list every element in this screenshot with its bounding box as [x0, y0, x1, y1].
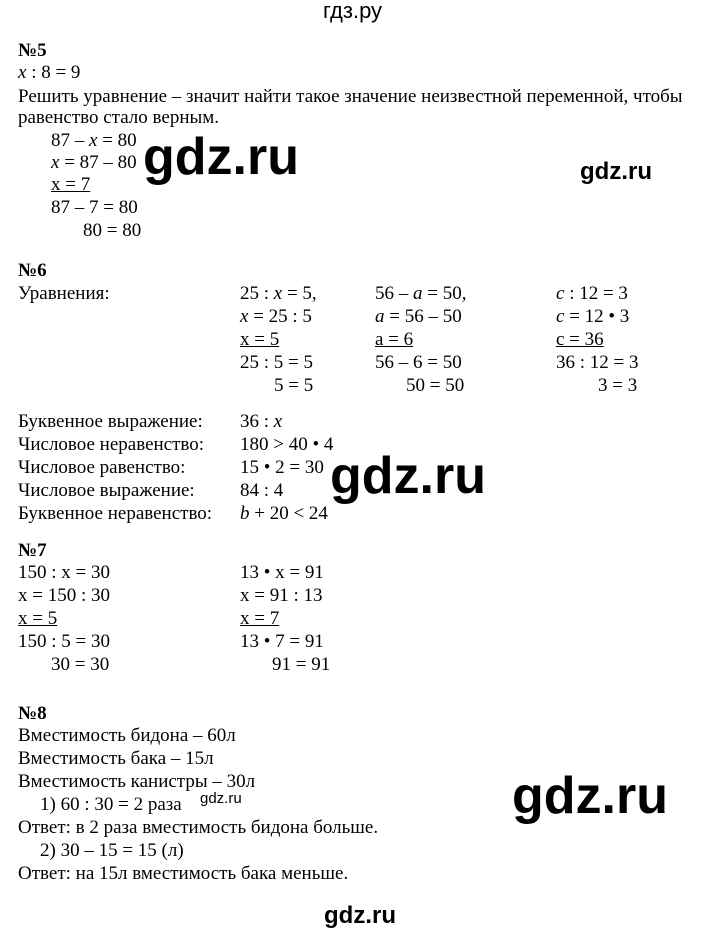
def-value: 84 : 4 — [240, 480, 284, 501]
task5-text-line1: Решить уравнение – значит найти такое значение неизвестной переменной, чтобы — [18, 86, 683, 107]
var-x: x — [18, 62, 27, 83]
task6-label: Уравнения: — [18, 283, 110, 304]
eq3-line2 — [556, 306, 629, 328]
task8-line: Вместимость бака – 15л — [18, 748, 214, 769]
def-part: + 20 < 24 — [249, 503, 328, 524]
eq-part: = 56 – 50 — [384, 306, 462, 327]
task7-right-line: x = 91 : 13 — [240, 585, 323, 606]
task5-step1 — [51, 130, 137, 152]
step-part: = 80 — [97, 130, 137, 151]
eq2-answer: a = 6 — [375, 329, 414, 350]
step-part: 87 – — [51, 130, 89, 151]
task8-line: 2) 30 – 15 = 15 (л) — [40, 840, 184, 861]
task7-right-line: 13 • 7 = 91 — [240, 631, 324, 652]
def-value: 180 > 40 • 4 — [240, 434, 334, 455]
eq3-check-result: 3 = 3 — [598, 375, 638, 396]
watermark-gdz: gdz.ru — [324, 902, 396, 929]
eq-part: = 25 : 5 — [248, 306, 312, 327]
eq1-check: 25 : 5 = 5 — [240, 352, 313, 373]
eq-part: = 5, — [282, 283, 317, 304]
task7-title: №7 — [18, 540, 47, 561]
eq1-answer: x = 5 — [240, 329, 280, 350]
task5-equation — [18, 62, 80, 84]
task6-title: №6 — [18, 260, 47, 281]
eq2-check-result: 50 = 50 — [406, 375, 465, 396]
def-label: Числовое неравенство: — [18, 434, 205, 455]
site-header: гдз.ру — [323, 0, 383, 23]
task8-line: Ответ: на 15л вместимость бака меньше. — [18, 863, 349, 884]
def-label: Буквенное выражение: — [18, 411, 203, 432]
task8-title: №8 — [18, 703, 47, 724]
task8-line: 1) 60 : 30 = 2 раза — [40, 794, 182, 815]
eq2-check: 56 – 6 = 50 — [375, 352, 462, 373]
var-x: x — [51, 152, 60, 173]
watermark-gdz: gdz.ru — [200, 790, 242, 807]
var-a: a — [375, 306, 385, 327]
eq2-line2 — [375, 306, 462, 328]
eq3-line1 — [556, 283, 628, 305]
def-value — [240, 503, 328, 525]
task7-left-line: 150 : 5 = 30 — [18, 631, 110, 652]
task5-title: №5 — [18, 40, 47, 61]
task7-left-line: x = 150 : 30 — [18, 585, 110, 606]
var-c: c — [556, 306, 565, 327]
eq-part: : 12 = 3 — [564, 283, 628, 304]
step-part: = 87 – 80 — [59, 152, 137, 173]
eq-part: = 12 • 3 — [564, 306, 630, 327]
var-x: x — [89, 130, 98, 151]
def-value: 15 • 2 = 30 — [240, 457, 324, 478]
watermark-gdz: gdz.ru — [330, 447, 486, 505]
task7-right-line: 91 = 91 — [272, 654, 331, 675]
task5-check-result: 80 = 80 — [83, 220, 142, 241]
task8-line: Вместимость канистры – 30л — [18, 771, 256, 792]
def-value — [240, 411, 282, 433]
task7-right-answer: x = 7 — [240, 608, 280, 629]
def-label: Числовое выражение: — [18, 480, 195, 501]
eq2-line1 — [375, 283, 466, 305]
var-x: x — [273, 411, 283, 432]
watermark-gdz: gdz.ru — [143, 128, 299, 186]
equation-rest: : 8 = 9 — [26, 62, 81, 83]
eq-part: 25 : — [240, 283, 274, 304]
var-x: x — [240, 306, 249, 327]
def-label: Буквенное неравенство: — [18, 503, 213, 524]
eq1-line1 — [240, 283, 317, 305]
var-b: b — [240, 503, 250, 524]
var-a: a — [413, 283, 423, 304]
var-c: c — [556, 283, 565, 304]
task8-line: Ответ: в 2 раза вместимость бидона больше. — [18, 817, 379, 838]
watermark-gdz: gdz.ru — [580, 158, 652, 185]
eq1-check-result: 5 = 5 — [274, 375, 314, 396]
task7-left-answer: x = 5 — [18, 608, 58, 629]
var-x: x — [273, 283, 283, 304]
eq3-check: 36 : 12 = 3 — [556, 352, 639, 373]
def-label: Числовое равенство: — [18, 457, 186, 478]
eq-part: 56 – — [375, 283, 413, 304]
eq1-line2 — [240, 306, 312, 328]
task5-check: 87 – 7 = 80 — [51, 197, 138, 218]
task5-step2 — [51, 152, 137, 174]
eq-part: = 50, — [422, 283, 467, 304]
task7-left-line: 150 : x = 30 — [18, 562, 110, 583]
def-part: 36 : — [240, 411, 274, 432]
watermark-gdz: gdz.ru — [512, 767, 668, 825]
task7-right-line: 13 • x = 91 — [240, 562, 324, 583]
task5-text-line2: равенство стало верным. — [18, 107, 220, 128]
task5-answer: x = 7 — [51, 174, 91, 195]
task8-line: Вместимость бидона – 60л — [18, 725, 236, 746]
task7-left-line: 30 = 30 — [51, 654, 110, 675]
eq3-answer: c = 36 — [556, 329, 604, 350]
